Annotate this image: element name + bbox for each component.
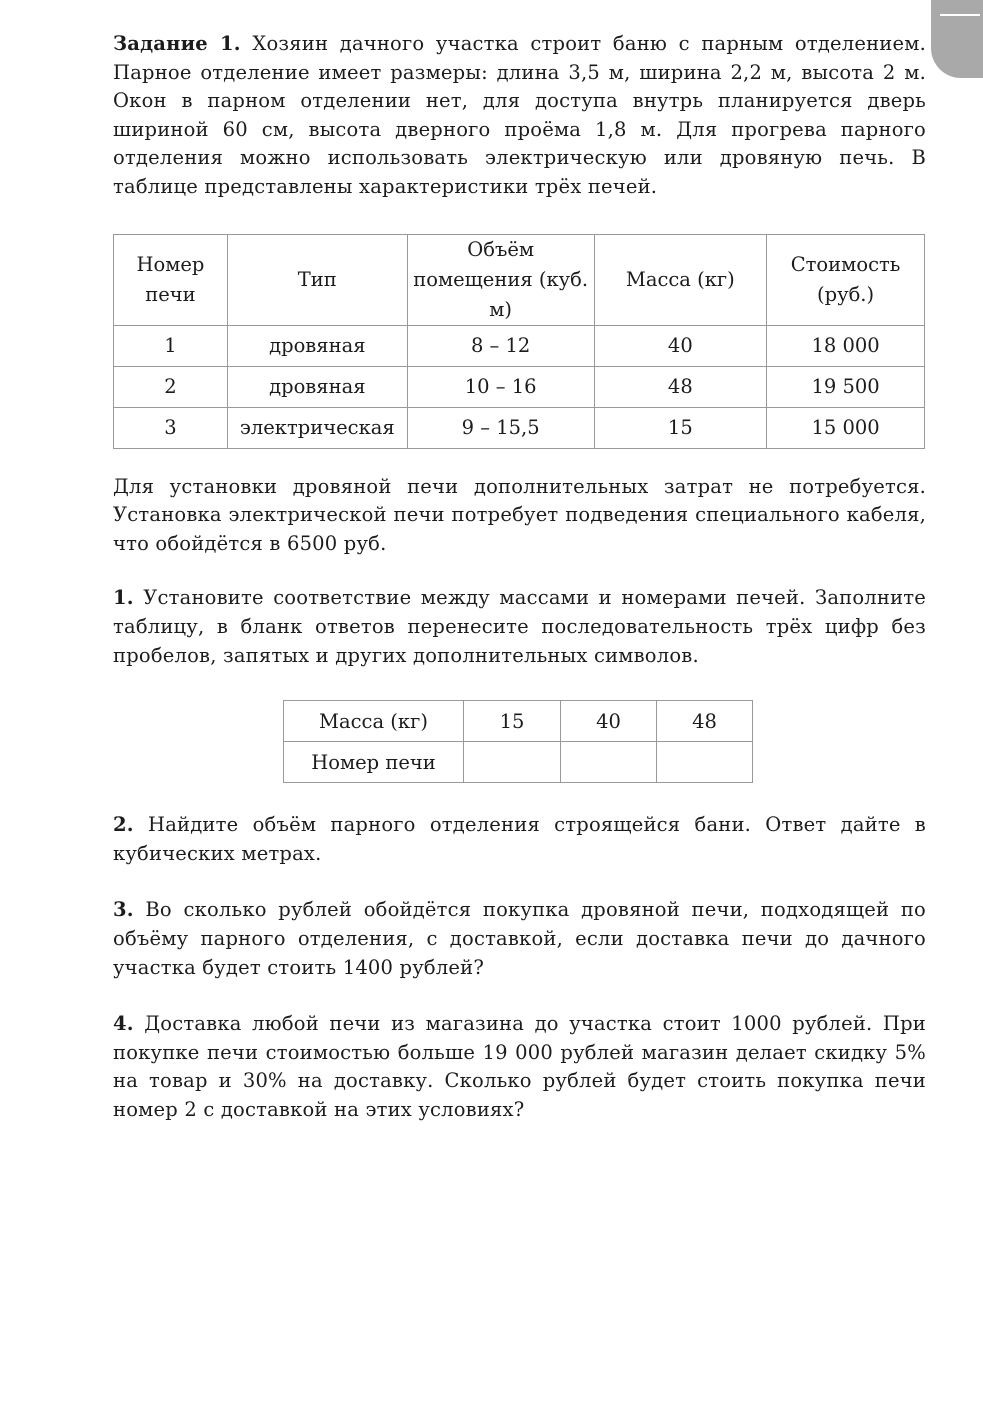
table-header-row [114, 234, 925, 325]
cell-cost: 19 500 [767, 366, 925, 407]
question-text: Доставка любой печи из магазина до участка стоит 1000 рублей. При покупке печи стоимостью больше 19 000 рублей магазин делает скидку 5% на товар и 30% на доставку. Сколько рублей будет стоить покупка печи номер 2 с доставкой на этих условиях? [113, 1012, 926, 1121]
answer-cell[interactable] [464, 742, 561, 783]
question-text: Установите соответствие между массами и номерами печей. Заполните таблицу, в бланк ответов перенесите последовательность трёх цифр без пробелов, запятых и других дополнительных символов. [113, 586, 926, 667]
task-intro [113, 30, 926, 202]
question-3 [113, 896, 926, 982]
cell-number: 2 [114, 366, 228, 407]
question-number: 3. [113, 898, 134, 922]
question-1 [113, 584, 926, 670]
cell-type: дровяная [227, 325, 407, 366]
stove-number-label: Номер печи [284, 742, 464, 783]
mass-value: 48 [657, 701, 753, 742]
cell-type: электрическая [227, 407, 407, 448]
header-type: Тип [227, 234, 407, 325]
cell-number: 3 [114, 407, 228, 448]
question-2 [113, 811, 926, 868]
answer-cell[interactable] [657, 742, 753, 783]
question-text: Найдите объём парного отделения строящейся бани. Ответ дайте в кубических метрах. [113, 813, 926, 865]
header-mass: Масса (кг) [594, 234, 767, 325]
header-room-volume: Объём помещения (куб. м) [407, 234, 594, 325]
cell-mass: 48 [594, 366, 767, 407]
table-row [114, 325, 925, 366]
mass-value: 15 [464, 701, 561, 742]
cell-volume: 9 – 15,5 [407, 407, 594, 448]
question-text: Во сколько рублей обойдётся покупка дровяной печи, подходящей по объёму парного отделения, с доставкой, если доставка печи до дачного участка будет стоить 1400 рублей? [113, 898, 926, 979]
stove-table [113, 234, 925, 449]
cell-volume: 8 – 12 [407, 325, 594, 366]
table-row [114, 407, 925, 448]
document-page [113, 30, 926, 1124]
question-number: 4. [113, 1012, 134, 1036]
task-heading: Задание 1. [113, 32, 241, 55]
mass-value: 40 [561, 701, 657, 742]
cell-mass: 40 [594, 325, 767, 366]
question-number: 2. [113, 813, 134, 837]
menu-line-icon [940, 14, 980, 16]
answer-cell[interactable] [561, 742, 657, 783]
answer-table [283, 700, 753, 783]
cell-mass: 15 [594, 407, 767, 448]
cell-volume: 10 – 16 [407, 366, 594, 407]
answer-row-stove-number [284, 742, 753, 783]
installation-note: Для установки дровяной печи дополнительных затрат не потребуется. Установка электрической печи потребует подведения специального кабеля, что обойдётся в 6500 руб. [113, 474, 926, 555]
task-intro-text: Хозяин дачного участка строит баню с парным отделением. Парное отделение имеет размеры: длина 3,5 м, ширина 2,2 м, высота 2 м. Окон в парном отделении нет, для доступа внутрь планируется дверь шириной 60 см, высота дверного проёма 1,8 м. Для прогрева парного отделения можно использовать электрическую или дровяную печь. В таблице представлены характеристики трёх печей. [113, 32, 927, 198]
answer-row-mass [284, 701, 753, 742]
cell-type: дровяная [227, 366, 407, 407]
mass-label: Масса (кг) [284, 701, 464, 742]
question-number: 1. [113, 586, 134, 610]
cell-number: 1 [114, 325, 228, 366]
cell-cost: 18 000 [767, 325, 925, 366]
scroll-handle[interactable] [931, 0, 983, 78]
question-4 [113, 1010, 926, 1124]
table-row [114, 366, 925, 407]
header-stove-number: Номер печи [114, 234, 228, 325]
header-cost: Стоимость (руб.) [767, 234, 925, 325]
cell-cost: 15 000 [767, 407, 925, 448]
